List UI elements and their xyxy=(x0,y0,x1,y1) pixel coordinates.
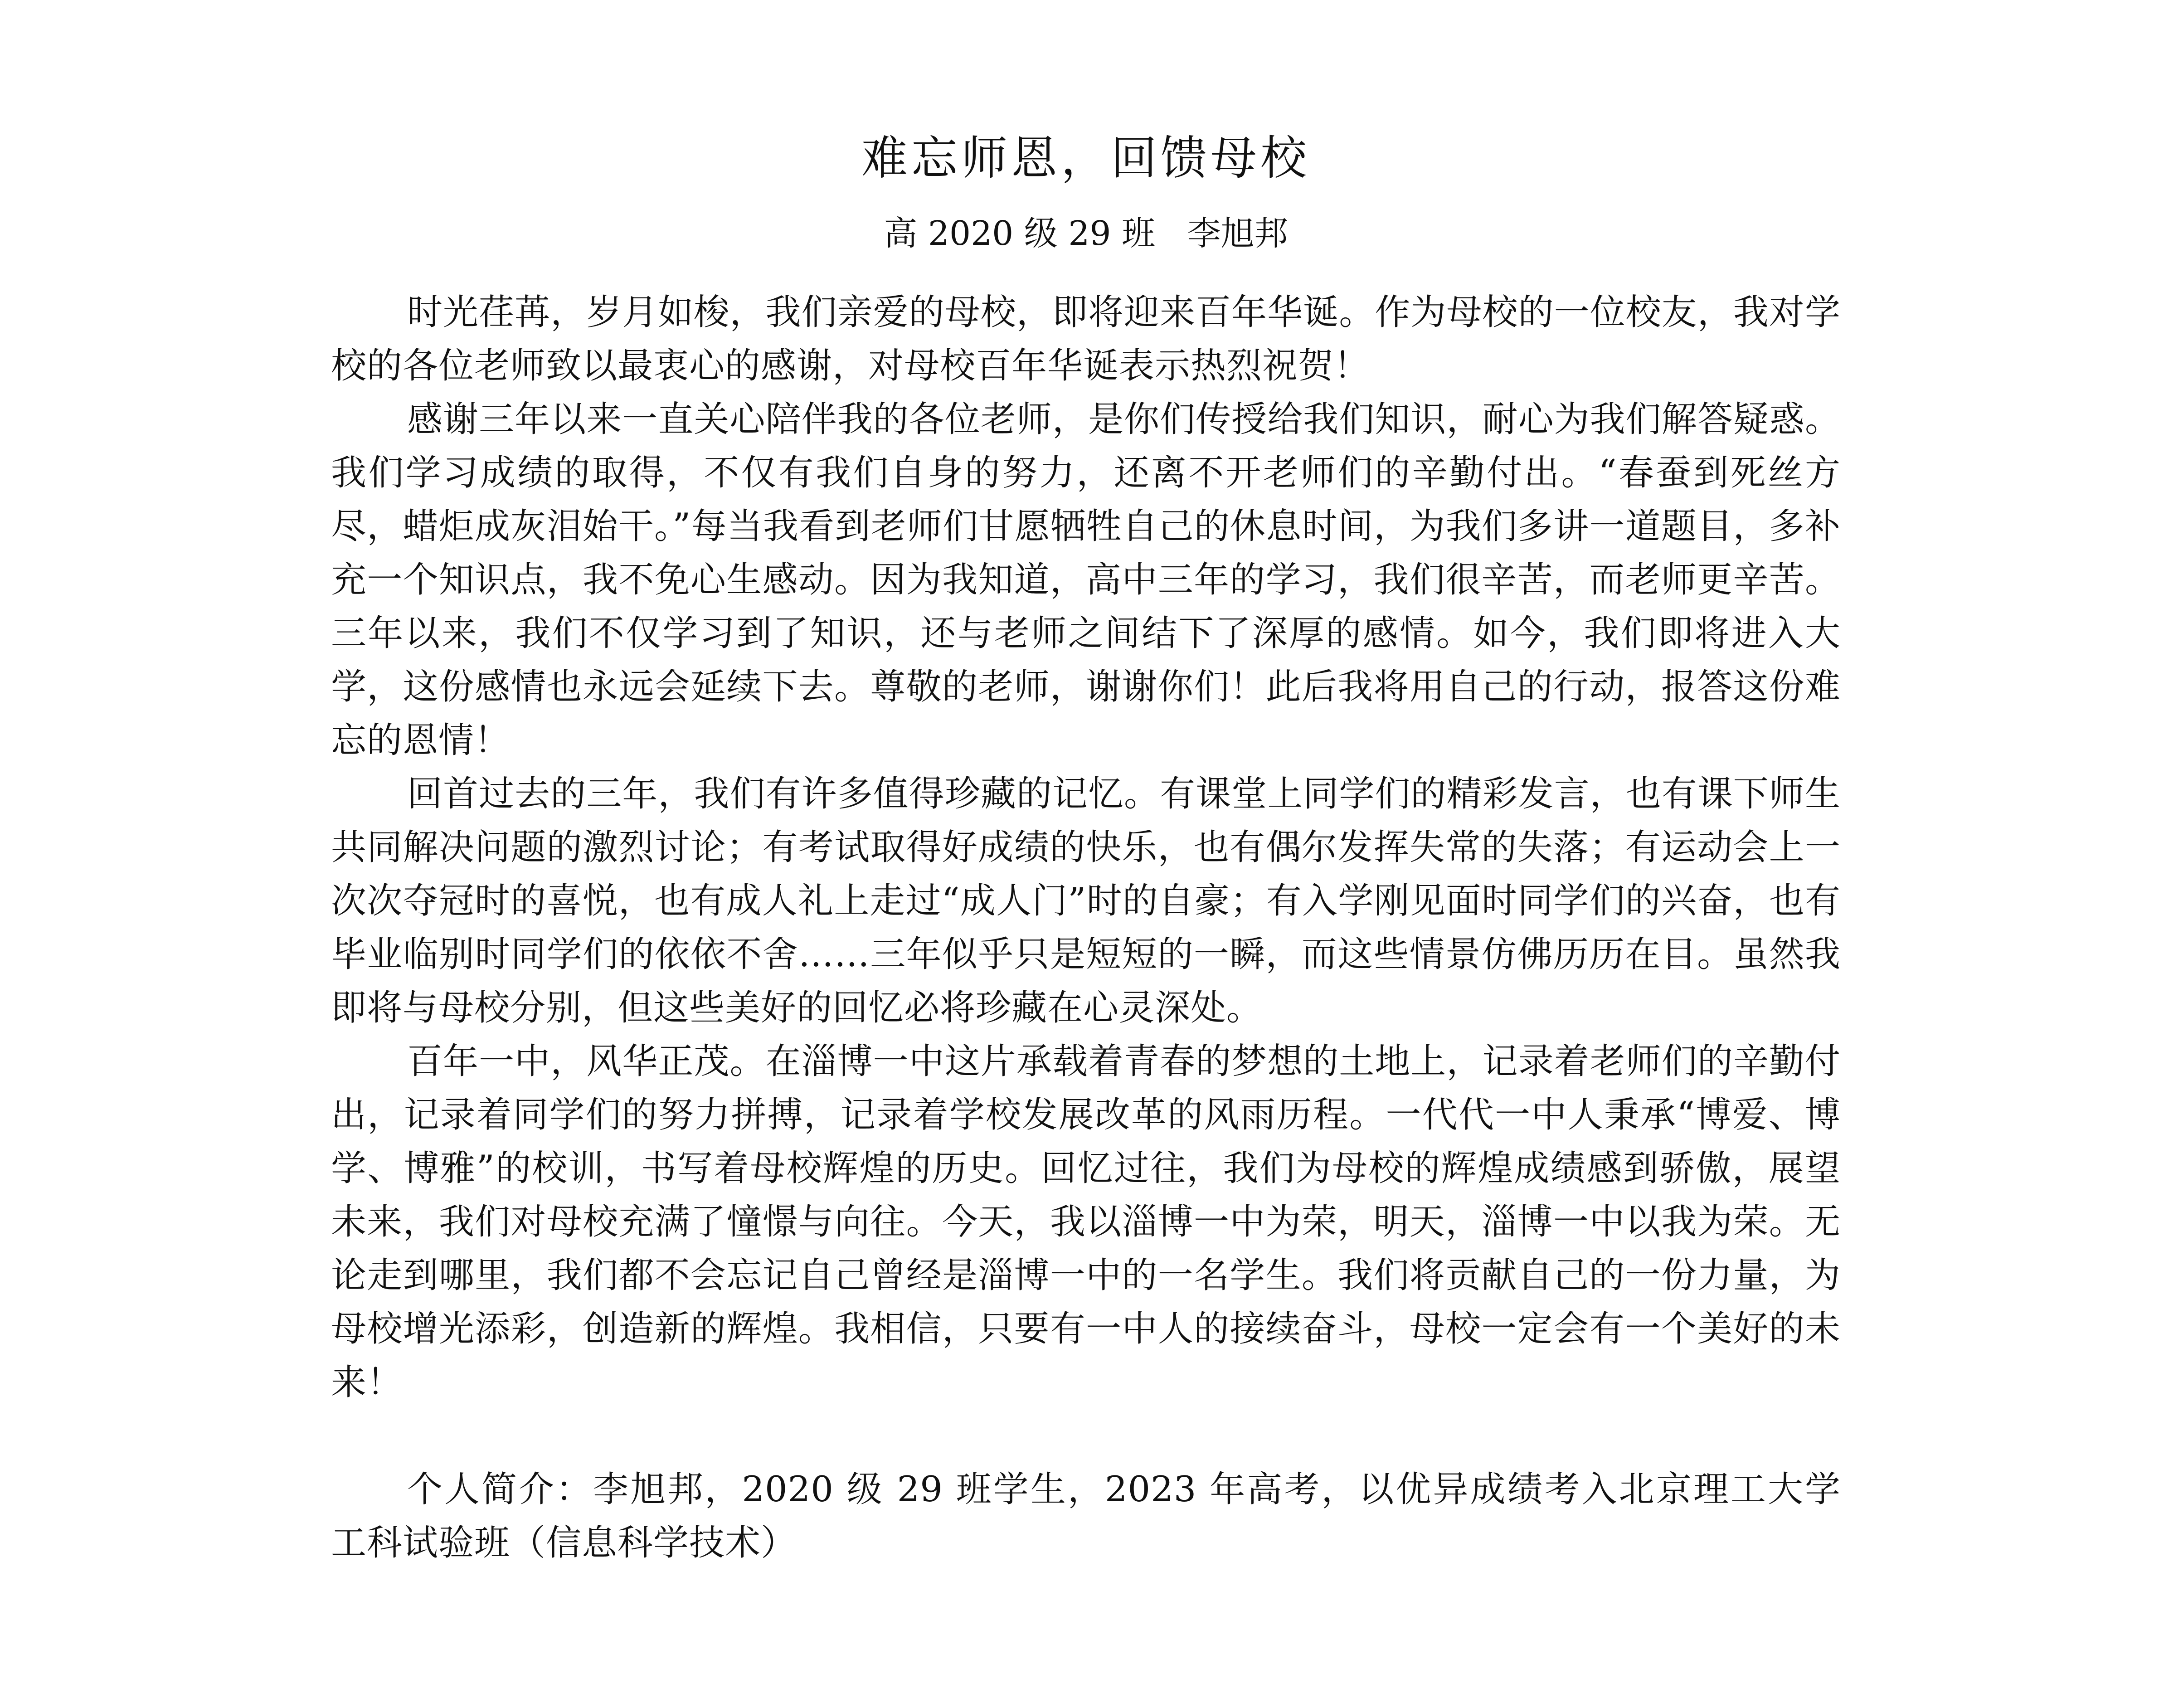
paragraph-3: 回首过去的三年，我们有许多值得珍藏的记忆。有课堂上同学们的精彩发言，也有课下师生共同解决问题的激烈讨论；有考试取得好成绩的快乐，也有偶尔发挥失常的失落；有运动会上一次次夺冠时的喜悦，也有成人礼上走过“成人门”时的自豪；有入学刚见面时同学们的兴奋，也有毕业临别时同学们的依依不舍……三年似乎只是短短的一瞬，而这些情景仿佛历历在目。虽然我即将与母校分别，但这些美好的回忆必将珍藏在心灵深处。 xyxy=(331,774,1841,1028)
paragraph-2: 感谢三年以来一直关心陪伴我的各位老师，是你们传授给我们知识，耐心为我们解答疑惑。我们学习成绩的取得，不仅有我们自身的努力，还离不开老师们的辛勤付出。“春蚕到死丝方尽，蜡炬成灰泪始干。”每当我看到老师们甘愿牺牲自己的休息时间，为我们多讲一道题目，多补充一个知识点，我不免心生感动。因为我知道，高中三年的学习，我们很辛苦，而老师更辛苦。三年以来，我们不仅学习到了知识，还与老师之间结下了深厚的感情。如今，我们即将进入大学，这份感情也永远会延续下去。尊敬的老师，谢谢你们！此后我将用自己的行动，报答这份难忘的恩情！ xyxy=(331,399,1841,761)
article xyxy=(331,122,1841,1570)
paragraph-1: 时光荏苒，岁月如梭，我们亲爱的母校，即将迎来百年华诞。作为母校的一位校友，我对学校的各位老师致以最衷心的感谢，对母校百年华诞表示热烈祝贺！ xyxy=(331,292,1841,386)
article-title: 难忘师恩，回馈母校 xyxy=(861,131,1310,185)
paragraph-4: 百年一中，风华正茂。在淄博一中这片承载着青春的梦想的土地上，记录着老师们的辛勤付出，记录着同学们的努力拼搏，记录着学校发展改革的风雨历程。一代代一中人秉承“博爱、博学、博雅”的校训，书写着母校辉煌的历史。回忆过往，我们为母校的辉煌成绩感到骄傲，展望未来，我们对母校充满了憧憬与向往。今天，我以淄博一中为荣，明天，淄博一中以我为荣。无论走到哪里，我们都不会忘记自己曾经是淄博一中的一名学生。我们将贡献自己的一份力量，为母校增光添彩，创造新的辉煌。我相信，只要有一中人的接续奋斗，母校一定会有一个美好的未来！ xyxy=(331,1041,1841,1403)
author-bio: 个人简介：李旭邦，2020 级 29 班学生，2023 年高考，以优异成绩考入北京理工大学 工科试验班（信息科学技术） xyxy=(331,1469,1841,1563)
author-byline: 高 2020 级 29 班 李旭邦 xyxy=(884,214,1288,253)
